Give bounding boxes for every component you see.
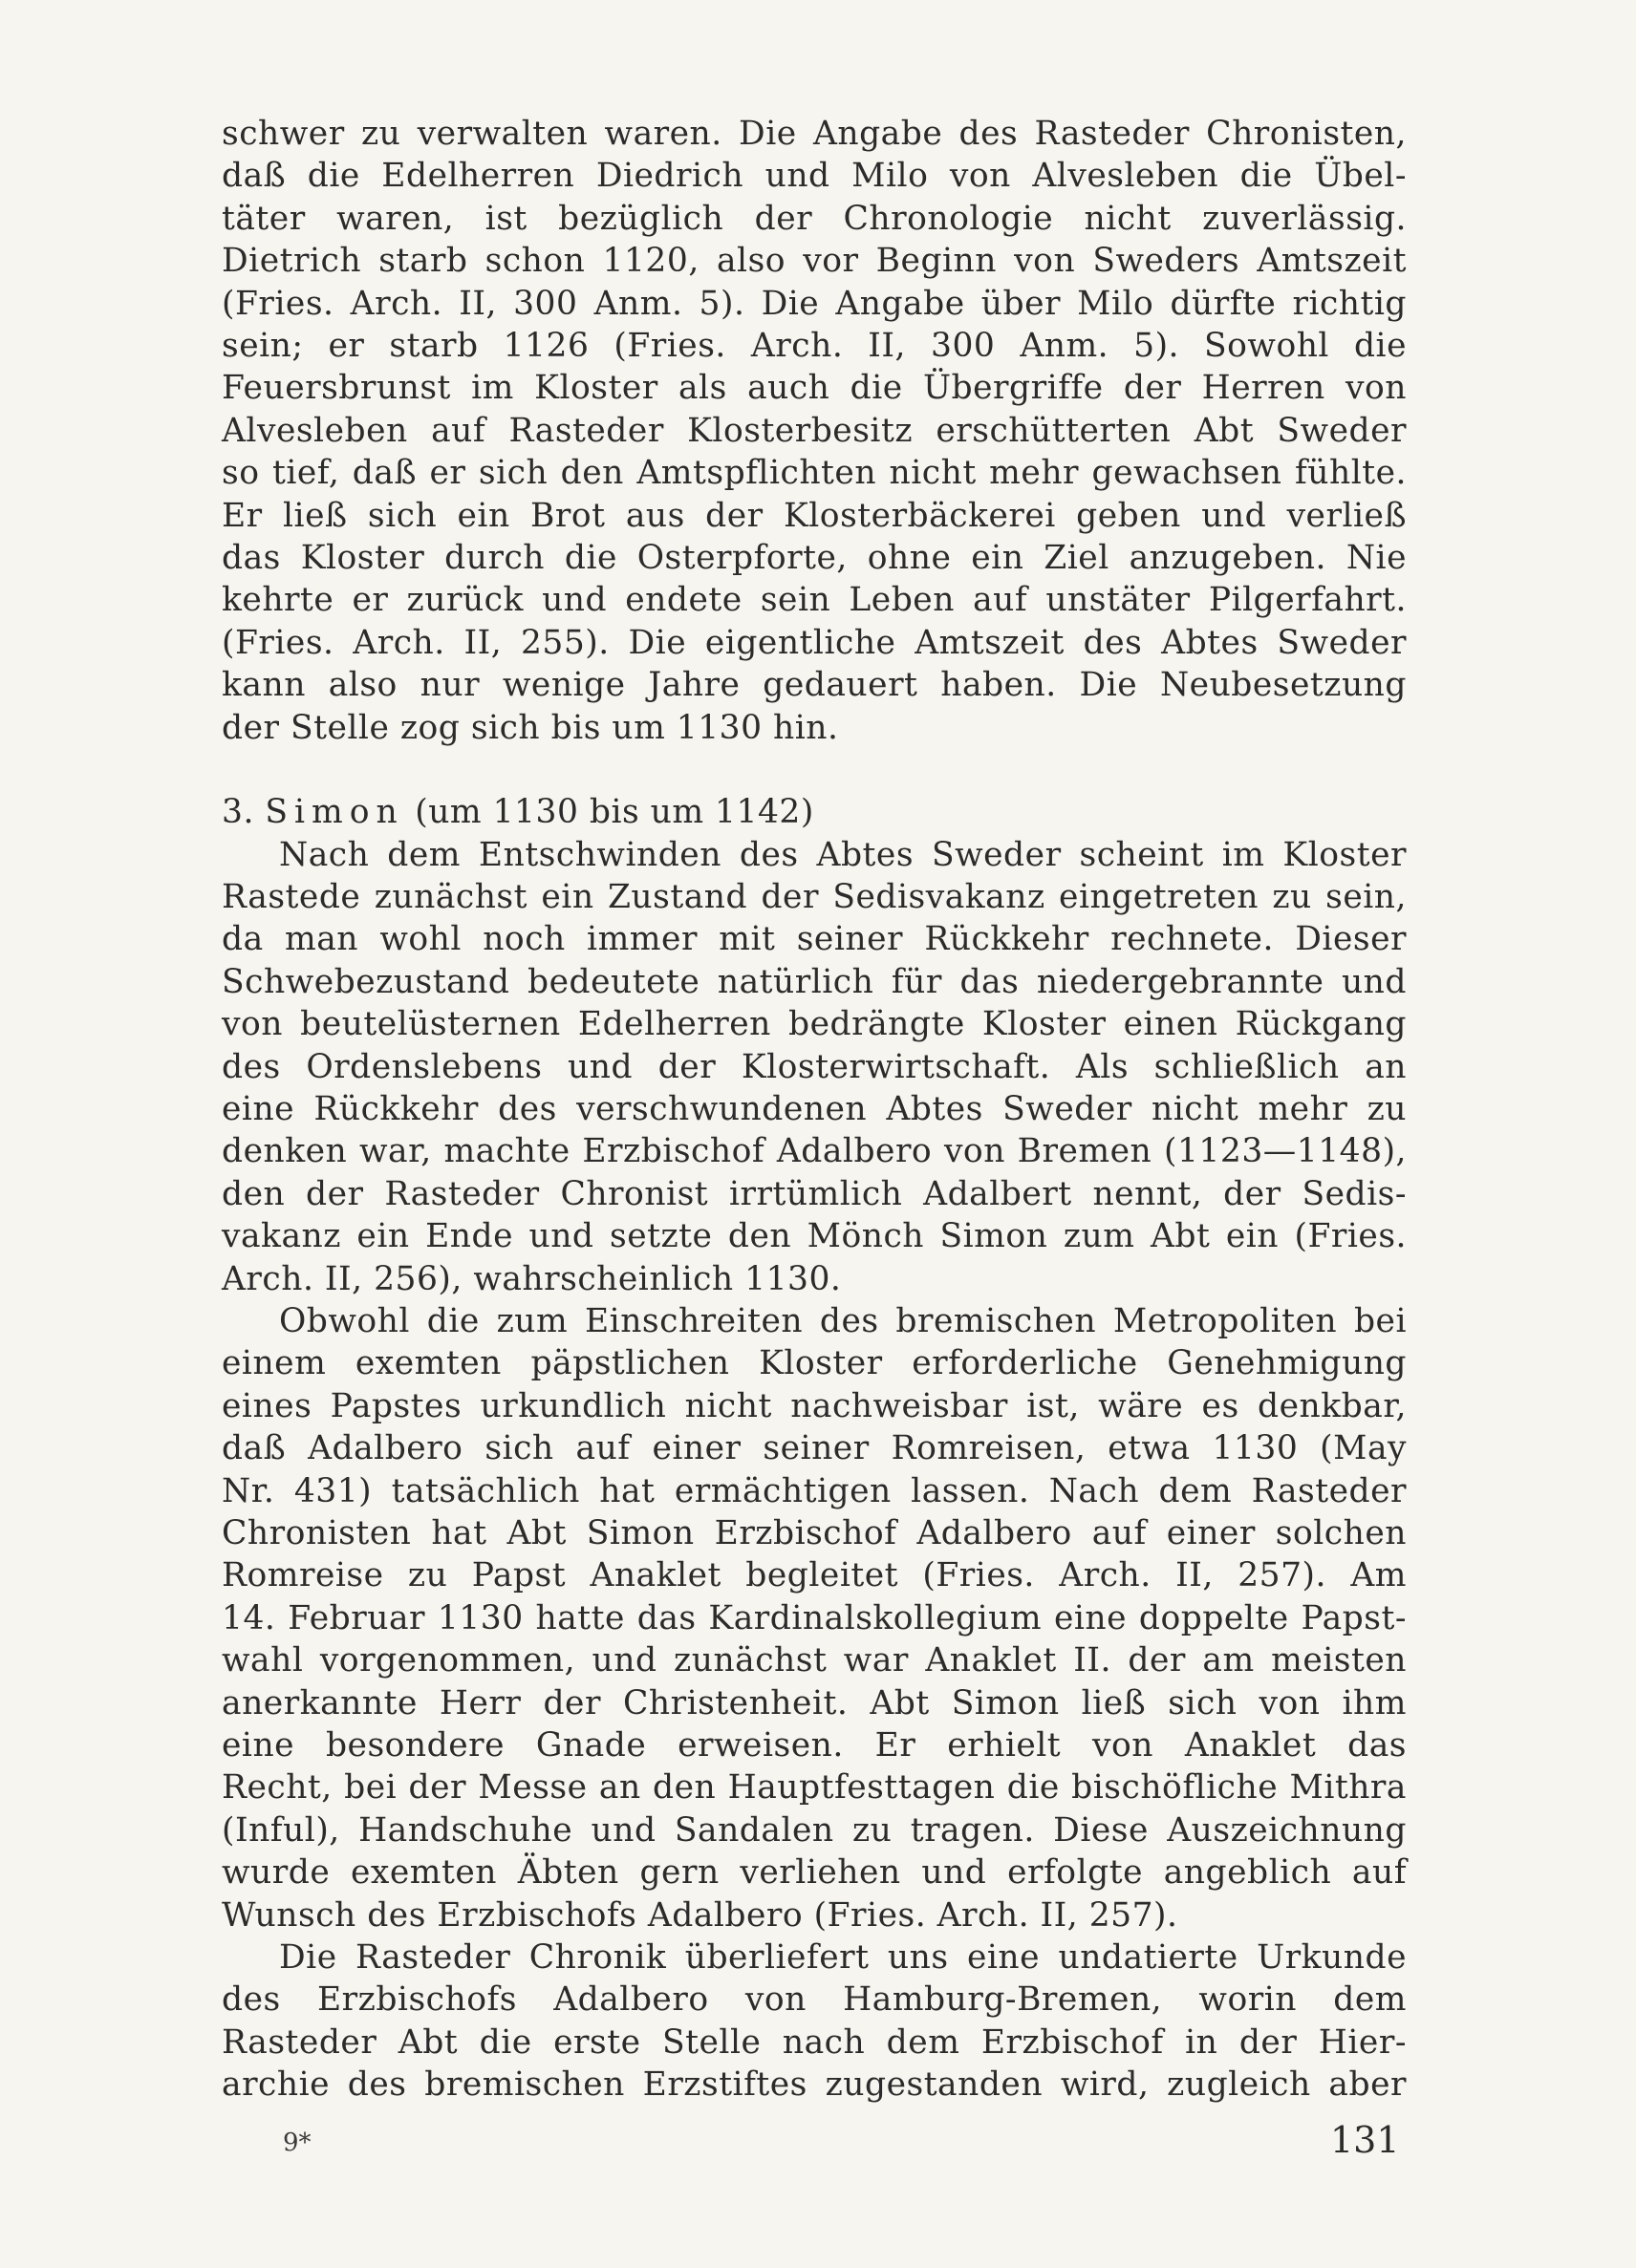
- page-number: 131: [1330, 2119, 1400, 2161]
- text-line: eine besondere Gnade erweisen. Er erhielt von Anaklet das: [222, 1726, 1407, 1765]
- paragraph-1: [222, 834, 1407, 1300]
- text-line: Recht, bei der Messe an den Hauptfesttagen die bischöfliche Mithra: [222, 1768, 1407, 1808]
- text-line: daß die Edelherren Diedrich und Milo von Alvesleben die Übel-: [222, 157, 1407, 196]
- text-line: Nach dem Entschwinden des Abtes Sweder scheint im Kloster: [279, 835, 1407, 874]
- text-line: Alvesleben auf Rasteder Klosterbesitz erschütterten Abt Sweder: [222, 411, 1407, 450]
- text-line: das Kloster durch die Osterpforte, ohne ein Ziel anzugeben. Nie: [222, 539, 1407, 578]
- text-line: täter waren, ist bezüglich der Chronologie nicht zuverlässig.: [222, 199, 1407, 238]
- text-line: schwer zu verwalten waren. Die Angabe des Rasteder Chronisten,: [222, 115, 1407, 153]
- section-number: 3.: [222, 793, 254, 832]
- text-line: (Fries. Arch. II, 255). Die eigentliche Amtszeit des Abtes Sweder: [222, 623, 1407, 662]
- text-line: den der Rasteder Chronist irrtümlich Adalbert nennt, der Sedis-: [222, 1174, 1407, 1213]
- text-line: denken war, machte Erzbischof Adalbero von Bremen (1123—1148),: [222, 1132, 1407, 1171]
- text-line: kehrte er zurück und endete sein Leben auf unstäter Pilgerfahrt.: [222, 581, 1407, 620]
- intro-paragraph: [222, 113, 1407, 749]
- text-line: Rastede zunächst ein Zustand der Sedisvakanz eingetreten zu sein,: [222, 877, 1407, 916]
- text-line: sein; er starb 1126 (Fries. Arch. II, 300 Anm. 5). Sowohl die: [222, 327, 1407, 366]
- section-heading: [222, 791, 1407, 833]
- text-line: so tief, daß er sich den Amtspflichten nicht mehr gewachsen fühlte.: [222, 454, 1407, 493]
- section-dates: (um 1130 bis um 1142): [415, 793, 814, 832]
- text-line: Romreise zu Papst Anaklet begleitet (Fries. Arch. II, 257). Am: [222, 1556, 1407, 1595]
- text-line: Dietrich starb schon 1120, also vor Beginn von Sweders Amtszeit: [222, 242, 1407, 281]
- paragraph-2: [222, 1300, 1407, 1936]
- text-line: daß Adalbero sich auf einer seiner Romreisen, etwa 1130 (May: [222, 1429, 1407, 1468]
- text-line: des Ordenslebens und der Klosterwirtschaft. Als schließlich an: [222, 1047, 1407, 1086]
- text-line: Chronisten hat Abt Simon Erzbischof Adalbero auf einer solchen: [222, 1514, 1407, 1552]
- text-line: Feuersbrunst im Kloster als auch die Übergriffe der Herren von: [222, 369, 1407, 408]
- text-line: wurde exemten Äbten gern verliehen und erfolgte angeblich auf: [222, 1853, 1407, 1893]
- text-line: 14. Februar 1130 hatte das Kardinalskollegium eine doppelte Papst-: [222, 1598, 1407, 1637]
- text-line: einem exemten päpstlichen Kloster erforderliche Genehmigung: [222, 1344, 1407, 1383]
- text-line: Wunsch des Erzbischofs Adalbero (Fries. Arch. II, 257).: [222, 1895, 1178, 1935]
- text-line: eine Rückkehr des verschwundenen Abtes Sweder nicht mehr zu: [222, 1089, 1407, 1128]
- text-line: des Erzbischofs Adalbero von Hamburg-Bremen, worin dem: [222, 1980, 1407, 2020]
- text-line: (Inful), Handschuhe und Sandalen zu tragen. Diese Auszeichnung: [222, 1810, 1407, 1850]
- paragraph-3: [222, 1936, 1407, 2107]
- text-line: (Fries. Arch. II, 300 Anm. 5). Die Angabe über Milo dürfte richtig: [222, 284, 1407, 323]
- text-line: von beutelüsternen Edelherren bedrängte Kloster einen Rückgang: [222, 1005, 1407, 1044]
- section-name: Simon: [265, 793, 404, 832]
- text-line: Er ließ sich ein Brot aus der Klosterbäckerei geben und verließ: [222, 496, 1407, 535]
- text-line: eines Papstes urkundlich nicht nachweisbar ist, wäre es denkbar,: [222, 1386, 1407, 1425]
- text-line: anerkannte Herr der Christenheit. Abt Simon ließ sich von ihm: [222, 1683, 1407, 1722]
- text-line: vakanz ein Ende und setzte den Mönch Simon zum Abt ein (Fries.: [222, 1217, 1407, 1256]
- text-line: archie des bremischen Erzstiftes zugestanden wird, zugleich aber: [222, 2065, 1407, 2105]
- text-line: wahl vorgenommen, und zunächst war Anaklet II. der am meisten: [222, 1641, 1407, 1680]
- text-line: Schwebezustand bedeutete natürlich für das niedergebrannte und: [222, 962, 1407, 1001]
- text-line: der Stelle zog sich bis um 1130 hin.: [222, 708, 839, 747]
- printer-signature: 9*: [283, 2129, 312, 2157]
- text-line: Nr. 431) tatsächlich hat ermächtigen lassen. Nach dem Rasteder: [222, 1471, 1407, 1510]
- text-line: Arch. II, 256), wahrscheinlich 1130.: [222, 1259, 842, 1298]
- text-line: Die Rasteder Chronik überliefert uns eine undatierte Urkunde: [279, 1938, 1407, 1978]
- text-line: Rasteder Abt die erste Stelle nach dem Erzbischof in der Hier-: [222, 2022, 1407, 2062]
- text-block: [222, 113, 1407, 2107]
- text-line: Obwohl die zum Einschreiten des bremischen Metropoliten bei: [279, 1301, 1407, 1340]
- text-line: kann also nur wenige Jahre gedauert haben. Die Neubesetzung: [222, 666, 1407, 705]
- text-line: da man wohl noch immer mit seiner Rückkehr rechnete. Dieser: [222, 920, 1407, 959]
